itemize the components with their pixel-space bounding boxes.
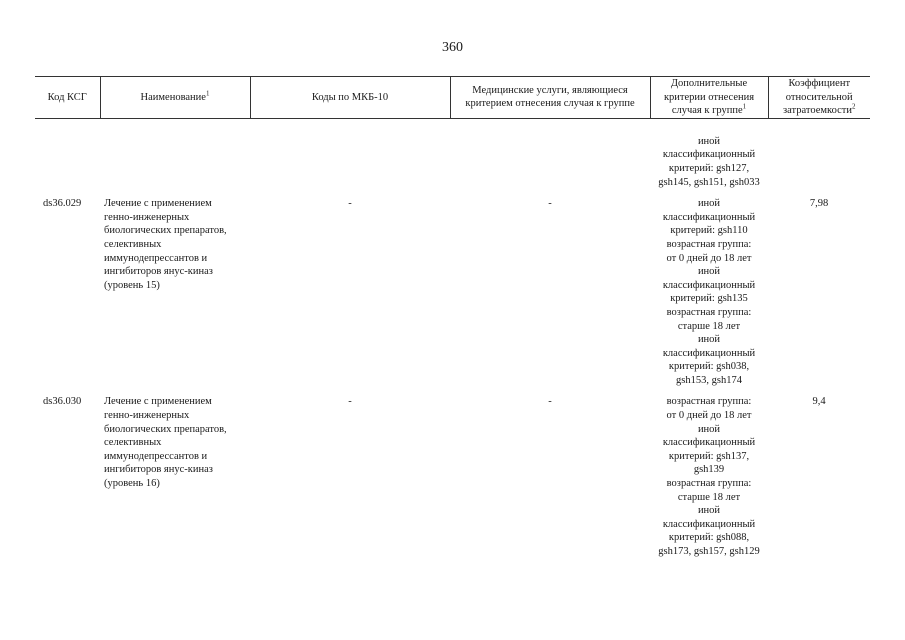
criteria-cell-line: критерий: gsh127, <box>668 162 750 174</box>
name-cell-line: биологических препаратов, <box>104 225 227 237</box>
criteria-cell-line: критерий: gsh088, <box>668 532 750 544</box>
name-cell-line: ингибиторов янус-киназ <box>104 464 213 476</box>
coefficient-cell: 7,98 <box>809 198 829 210</box>
criteria-cell-line: gsh153, gsh174 <box>676 374 742 386</box>
mkb-codes-cell: - <box>348 198 352 210</box>
criteria-cell <box>650 387 768 558</box>
criteria-cell-line: от 0 дней до 18 лет <box>666 410 752 422</box>
footnote-mark: 1 <box>205 89 210 98</box>
criteria-cell-line: иной <box>697 334 721 346</box>
mkb-codes-cell <box>250 118 450 189</box>
services-cell: - <box>548 396 552 408</box>
services-cell: - <box>548 198 552 210</box>
criteria-cell-line: gsh173, gsh157, gsh129 <box>658 546 760 557</box>
table-row <box>35 189 870 387</box>
name-cell-line: селективных <box>104 437 162 449</box>
criteria-cell-line: иной <box>697 505 721 517</box>
name-cell-line: селективных <box>104 238 162 250</box>
criteria-cell-line: gsh139 <box>693 464 725 476</box>
header-mkb-codes: Коды по МКБ-10 <box>250 77 450 119</box>
table-header-row <box>35 77 870 119</box>
ksg-code-cell: ds36.030 <box>43 396 82 408</box>
criteria-cell <box>650 189 768 387</box>
header-medical-services: Медицинские услуги, являющиеся критерием отнесения случая к группе <box>450 77 650 119</box>
name-cell-line: биологических препаратов, <box>104 423 227 435</box>
services-cell <box>450 118 650 189</box>
header-ksg-code: Код КСГ <box>35 77 100 119</box>
criteria-cell-line: старше 18 лет <box>677 320 741 332</box>
criteria-cell-line: старше 18 лет <box>677 491 741 503</box>
header-name: Наименование$^1$ <box>100 77 250 119</box>
criteria-cell-line: иной <box>697 266 721 278</box>
header-coefficient: Коэффициент относительной затратоемкости$^2$ <box>768 77 870 119</box>
criteria-cell-line: возрастная группа: <box>666 478 752 490</box>
ksg-table <box>35 76 870 559</box>
ksg-code-cell <box>35 118 100 189</box>
name-cell-line: Лечение с применением <box>104 396 212 408</box>
name-cell-line: генно-инженерных <box>104 211 190 223</box>
footnote-mark: 1 <box>742 102 747 111</box>
footnote-mark: 2 <box>851 102 856 111</box>
name-cell-line: Лечение с применением <box>104 198 212 210</box>
criteria-cell-line: классификационный <box>662 518 756 530</box>
criteria-cell-line: критерий: gsh137, <box>668 450 750 462</box>
criteria-cell-line: критерий: gsh038, <box>668 361 750 373</box>
name-cell <box>100 118 250 189</box>
header-additional-criteria: Дополнительные критерии отнесения случая к группе$^1$ <box>650 77 768 119</box>
criteria-cell-line: классификационный <box>662 347 756 359</box>
criteria-cell-line: классификационный <box>662 211 756 223</box>
name-cell-line: (уровень 16) <box>104 478 160 490</box>
name-cell <box>100 387 250 558</box>
name-cell-line: (уровень 15) <box>104 279 160 291</box>
criteria-cell-line: от 0 дней до 18 лет <box>666 252 752 264</box>
name-cell <box>100 189 250 387</box>
criteria-cell-line: возрастная группа: <box>666 396 752 408</box>
mkb-codes-cell: - <box>348 396 352 408</box>
name-cell-line: генно-инженерных <box>104 410 190 422</box>
coefficient-cell: 9,4 <box>812 396 826 408</box>
criteria-cell-line: gsh145, gsh151, gsh033 <box>658 176 760 188</box>
ksg-code-cell: ds36.029 <box>43 198 82 210</box>
criteria-cell-line: иной <box>697 423 721 435</box>
criteria-cell-line: классификационный <box>662 149 756 161</box>
criteria-cell-line: иной <box>697 198 721 210</box>
criteria-cell-line: иной <box>697 135 721 147</box>
name-cell-line: ингибиторов янус-киназ <box>104 266 213 278</box>
criteria-cell-line: критерий: gsh110 <box>670 225 748 237</box>
criteria-cell-line: классификационный <box>662 437 756 449</box>
coefficient-cell <box>768 118 870 189</box>
name-cell-line: иммунодепрессантов и <box>104 450 208 462</box>
name-cell-line: иммунодепрессантов и <box>104 252 208 264</box>
table-row <box>35 387 870 558</box>
page-number: 360 <box>442 40 463 55</box>
criteria-cell <box>650 118 768 189</box>
criteria-cell-line: критерий: gsh135 <box>670 293 748 305</box>
criteria-cell-line: возрастная группа: <box>666 306 752 318</box>
criteria-cell-line: классификационный <box>662 279 756 291</box>
criteria-cell-line: возрастная группа: <box>666 238 752 250</box>
table-row <box>35 118 870 189</box>
